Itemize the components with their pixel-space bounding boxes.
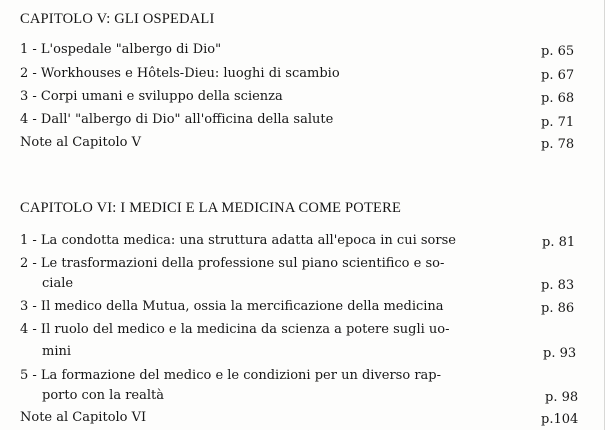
toc-entry-text: 4 - Dall' "albergo di Dio" all'officina della salute — [20, 112, 334, 127]
toc-entry-text: 3 - Corpi umani e sviluppo della scienza — [20, 89, 283, 104]
toc-entry-continuation: mini — [42, 344, 72, 359]
toc-entry-text: 2 - Workhouses e Hôtels-Dieu: luoghi di scambio — [20, 66, 340, 81]
toc-entry-page: p. 67 — [541, 68, 575, 83]
toc-entry-text: 2 - Le trasformazioni della professione sul piano scientifico e so- — [20, 256, 445, 271]
toc-notes-page: p. 78 — [541, 137, 575, 152]
toc-entry-text: 1 - La condotta medica: una struttura adatta all'epoca in cui sorse — [20, 233, 456, 248]
toc-entry-text: 5 - La formazione del medico e le condizioni per un diverso rap- — [20, 368, 441, 383]
toc-entry-page: p. 83 — [541, 278, 575, 293]
toc-notes-text: Note al Capitolo VI — [20, 410, 147, 425]
chapter-6-heading: CAPITOLO VI: I MEDICI E LA MEDICINA COME POTERE — [20, 200, 402, 216]
toc-entry-page: p. 68 — [541, 91, 575, 106]
toc-entry-text: 3 - Il medico della Mutua, ossia la mercificazione della medicina — [20, 299, 444, 314]
toc-entry-page: p. 65 — [541, 44, 575, 59]
toc-entry-text: 1 - L'ospedale "albergo di Dio" — [20, 42, 222, 57]
toc-notes-text: Note al Capitolo V — [20, 135, 142, 150]
toc-notes-page: p.104 — [541, 412, 579, 427]
toc-entry-continuation: ciale — [42, 276, 74, 291]
toc-entry-page: p. 71 — [541, 115, 575, 130]
toc-entry-page: p. 81 — [542, 235, 576, 250]
chapter-5-heading: CAPITOLO V: GLI OSPEDALI — [20, 11, 215, 27]
toc-entry-text: 4 - Il ruolo del medico e la medicina da scienza a potere sugli uo- — [20, 322, 450, 337]
toc-entry-page: p. 93 — [543, 346, 577, 361]
toc-entry-page: p. 86 — [541, 301, 575, 316]
toc-entry-continuation: porto con la realtà — [42, 388, 164, 403]
toc-entry-page: p. 98 — [545, 390, 579, 405]
